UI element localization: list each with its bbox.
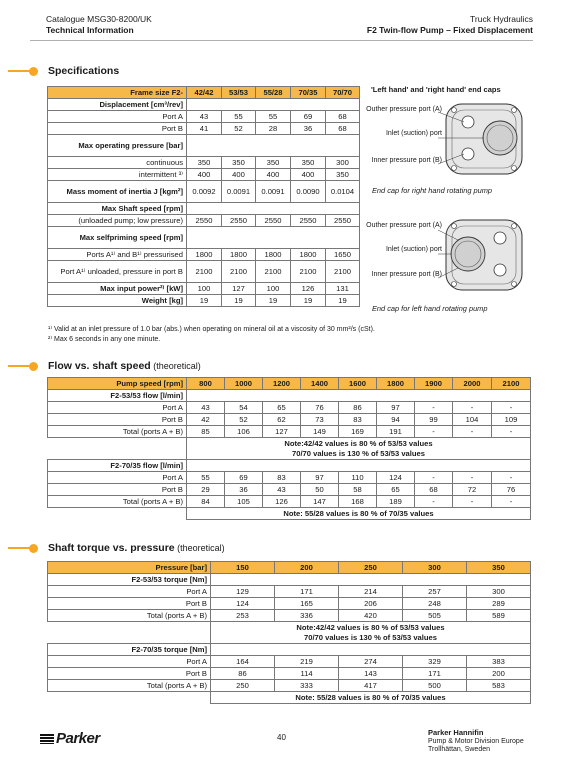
empty-cell <box>48 622 211 644</box>
empty-cell <box>48 438 187 460</box>
header-cell-value: 2000 <box>453 378 492 390</box>
product-title: F2 Twin-flow Pump – Fixed Displacement <box>366 25 533 35</box>
empty-span-cell <box>187 135 360 157</box>
table-row <box>48 215 360 227</box>
value-cell: 2100 <box>222 261 256 283</box>
table-row <box>48 680 531 692</box>
value-cell: 36 <box>225 484 263 496</box>
value-cell: 43 <box>187 402 225 414</box>
row-label: intermittent ³⁾ <box>48 169 187 181</box>
value-cell: 84 <box>187 496 225 508</box>
value-cell: 86 <box>339 402 377 414</box>
value-cell: 2550 <box>222 215 256 227</box>
value-cell: 19 <box>291 295 326 307</box>
value-cell: - <box>492 402 531 414</box>
value-cell: 171 <box>275 586 339 598</box>
header-cell-value: 200 <box>275 562 339 574</box>
header-cell-value: 1800 <box>377 378 415 390</box>
value-cell: - <box>415 496 453 508</box>
value-cell: 83 <box>339 414 377 426</box>
value-cell: 191 <box>377 426 415 438</box>
value-cell: 68 <box>415 484 453 496</box>
value-cell: 214 <box>339 586 403 598</box>
value-cell: 76 <box>492 484 531 496</box>
value-cell: 329 <box>403 656 467 668</box>
value-cell: 300 <box>326 157 360 169</box>
value-cell: 274 <box>339 656 403 668</box>
group-title-row <box>48 390 531 402</box>
table-header-row <box>48 562 531 574</box>
table-row <box>48 598 531 610</box>
table-row <box>48 668 531 680</box>
group-title: F2-70/35 torque [Nm] <box>48 644 211 656</box>
note-cell <box>187 508 531 520</box>
table-row <box>48 181 360 203</box>
note-row <box>48 508 531 520</box>
value-cell: 99 <box>415 414 453 426</box>
note-text: Note: 55/28 values is 80 % of 70/35 values <box>295 692 446 702</box>
value-cell: 168 <box>339 496 377 508</box>
table-row <box>48 99 360 111</box>
section-marker-dot <box>29 362 38 371</box>
value-cell: 19 <box>222 295 256 307</box>
value-cell: 86 <box>211 668 275 680</box>
value-cell: 65 <box>377 484 415 496</box>
row-label: Port A¹⁾ unloaded, pressure in port B <box>48 261 187 283</box>
value-cell: 124 <box>211 598 275 610</box>
value-cell: 127 <box>222 283 256 295</box>
row-label: Displacement [cm³/rev] <box>48 99 187 111</box>
header-cell-value: 300 <box>403 562 467 574</box>
table-row <box>48 203 360 215</box>
value-cell: 114 <box>275 668 339 680</box>
section-specifications <box>8 65 119 77</box>
note-row <box>48 622 531 644</box>
table-row <box>48 249 360 261</box>
header-cell-frame-size: 70/70 <box>326 87 360 99</box>
group-title: F2-53/53 flow [l/min] <box>48 390 187 402</box>
value-cell: 143 <box>339 668 403 680</box>
value-cell: - <box>453 496 492 508</box>
table-row <box>48 586 531 598</box>
value-cell: 54 <box>225 402 263 414</box>
empty-span-cell <box>187 203 360 215</box>
value-cell: 94 <box>377 414 415 426</box>
division-label: Truck Hydraulics <box>470 14 533 24</box>
empty-span-cell <box>187 227 360 249</box>
table-row <box>48 169 360 181</box>
value-cell: 104 <box>453 414 492 426</box>
value-cell: 68 <box>326 123 360 135</box>
row-label: Port A <box>48 656 211 668</box>
parker-logo: Parker <box>40 730 100 747</box>
value-cell: 289 <box>467 598 531 610</box>
table-row <box>48 426 531 438</box>
row-label: Max operating pressure [bar] <box>48 135 187 157</box>
value-cell: 55 <box>256 111 291 123</box>
value-cell: 97 <box>377 402 415 414</box>
row-label: Ports A¹⁾ and B¹⁾ pressurised <box>48 249 187 261</box>
note-cell <box>211 622 531 644</box>
value-cell: 253 <box>211 610 275 622</box>
value-cell: 149 <box>301 426 339 438</box>
header-cell-value: 250 <box>339 562 403 574</box>
row-label: Port A <box>48 586 211 598</box>
header-cell-value: 350 <box>467 562 531 574</box>
table-header-row <box>48 87 360 99</box>
value-cell: 500 <box>403 680 467 692</box>
row-label: Port A <box>48 472 187 484</box>
row-label: Total (ports A + B) <box>48 610 211 622</box>
header-cell-label: Pump speed [rpm] <box>48 378 187 390</box>
row-label: (unloaded pump; low pressure) <box>48 215 187 227</box>
empty-span-cell <box>187 99 360 111</box>
value-cell: 1800 <box>256 249 291 261</box>
label-inlet-port-right: Inlet (suction) port <box>385 130 442 137</box>
empty-cell <box>48 508 187 520</box>
end-cap-right-hand-diagram <box>438 100 530 178</box>
row-label: Port B <box>48 484 187 496</box>
section-marker-dot <box>29 67 38 76</box>
value-cell: - <box>415 402 453 414</box>
value-cell: 131 <box>326 283 360 295</box>
label-outer-pressure-port-left: Outher pressure port (A) <box>366 222 442 229</box>
flow-table <box>47 377 531 520</box>
row-label: Port A <box>48 402 187 414</box>
value-cell: 83 <box>263 472 301 484</box>
value-cell: 29 <box>187 484 225 496</box>
table-row <box>48 261 360 283</box>
table-row <box>48 484 531 496</box>
value-cell: - <box>415 426 453 438</box>
section-title: Flow vs. shaft speed (theoretical) <box>48 360 201 372</box>
value-cell: 0.0091 <box>256 181 291 203</box>
value-cell: 41 <box>187 123 222 135</box>
group-title-row <box>48 644 531 656</box>
label-inner-pressure-port-right: Inner pressure port (B) <box>371 157 442 164</box>
value-cell: 219 <box>275 656 339 668</box>
note-row <box>48 692 531 704</box>
value-cell: 0.0090 <box>291 181 326 203</box>
footnote-1: ¹⁾ Valid at an inlet pressure of 1.0 bar (abs.) when operating on mineral oil at a viscosity of 30 mm²/s (cSt). <box>48 326 375 333</box>
table-row <box>48 227 360 249</box>
value-cell: 0.0104 <box>326 181 360 203</box>
torque-table <box>47 561 531 704</box>
group-title: F2-70/35 flow [l/min] <box>48 460 187 472</box>
row-label: Port B <box>48 414 187 426</box>
value-cell: 69 <box>225 472 263 484</box>
empty-span-cell <box>187 390 531 402</box>
value-cell: 110 <box>339 472 377 484</box>
value-cell: 129 <box>211 586 275 598</box>
section-title: Shaft torque vs. pressure (theoretical) <box>48 542 225 554</box>
value-cell: 62 <box>263 414 301 426</box>
value-cell: 19 <box>256 295 291 307</box>
row-label: Weight [kg] <box>48 295 187 307</box>
note-text: 70/70 values is 130 % of 53/53 values <box>292 448 425 458</box>
value-cell: 2100 <box>326 261 360 283</box>
table-row <box>48 295 360 307</box>
value-cell: 1800 <box>187 249 222 261</box>
value-cell: - <box>492 496 531 508</box>
row-label: Total (ports A + B) <box>48 496 187 508</box>
row-label: Total (ports A + B) <box>48 426 187 438</box>
value-cell: 85 <box>187 426 225 438</box>
value-cell: 350 <box>291 157 326 169</box>
value-cell: 248 <box>403 598 467 610</box>
table-row <box>48 111 360 123</box>
value-cell: 19 <box>326 295 360 307</box>
row-label: continuous <box>48 157 187 169</box>
header-cell-label: Frame size F2- <box>48 87 187 99</box>
table-row <box>48 472 531 484</box>
value-cell: 43 <box>187 111 222 123</box>
label-inner-pressure-port-left: Inner pressure port (B) <box>371 271 442 278</box>
value-cell: 42 <box>187 414 225 426</box>
value-cell: 72 <box>453 484 492 496</box>
catalogue-number: Catalogue MSG30-8200/UK <box>46 14 152 24</box>
row-label: Port A <box>48 111 187 123</box>
value-cell: 400 <box>222 169 256 181</box>
value-cell: 127 <box>263 426 301 438</box>
value-cell: 400 <box>256 169 291 181</box>
value-cell: 55 <box>187 472 225 484</box>
header-cell-frame-size: 70/35 <box>291 87 326 99</box>
empty-span-cell <box>187 460 531 472</box>
row-label: Port B <box>48 123 187 135</box>
note-cell <box>187 438 531 460</box>
row-label: Max Shaft speed [rpm] <box>48 203 187 215</box>
empty-span-cell <box>211 574 531 586</box>
value-cell: 400 <box>187 169 222 181</box>
value-cell: - <box>453 402 492 414</box>
table-row <box>48 123 360 135</box>
value-cell: 200 <box>467 668 531 680</box>
value-cell: 36 <box>291 123 326 135</box>
value-cell: - <box>492 426 531 438</box>
section-marker-line <box>8 547 30 549</box>
header-cell-value: 1200 <box>263 378 301 390</box>
header-cell-value: 1600 <box>339 378 377 390</box>
header-cell-value: 1900 <box>415 378 453 390</box>
group-title-row <box>48 460 531 472</box>
row-label: Max selfpriming speed [rpm] <box>48 227 187 249</box>
row-label: Port B <box>48 598 211 610</box>
value-cell: 383 <box>467 656 531 668</box>
value-cell: 2550 <box>291 215 326 227</box>
value-cell: 165 <box>275 598 339 610</box>
label-inlet-port-left: Inlet (suction) port <box>385 246 442 253</box>
end-cap-left-hand-diagram <box>438 216 530 294</box>
value-cell: 400 <box>291 169 326 181</box>
header-cell-value: 1400 <box>301 378 339 390</box>
table-row <box>48 656 531 668</box>
specifications-table <box>47 86 360 307</box>
value-cell: 189 <box>377 496 415 508</box>
note-text: Note:42/42 values is 80 % of 53/53 values <box>296 622 445 632</box>
empty-cell <box>48 692 211 704</box>
value-cell: 58 <box>339 484 377 496</box>
section-title: Specifications <box>48 65 120 77</box>
value-cell: 171 <box>403 668 467 680</box>
value-cell: 50 <box>301 484 339 496</box>
technical-info-label: Technical Information <box>46 25 134 35</box>
label-outer-pressure-port-right: Outher pressure port (A) <box>366 106 442 113</box>
group-title-row <box>48 574 531 586</box>
end-caps-title: 'Left hand' and 'right hand' end caps <box>371 85 501 94</box>
value-cell: - <box>415 472 453 484</box>
value-cell: 2100 <box>256 261 291 283</box>
value-cell: 76 <box>301 402 339 414</box>
value-cell: 52 <box>222 123 256 135</box>
row-label: Port B <box>48 668 211 680</box>
header-divider <box>30 40 533 41</box>
header-cell-frame-size: 42/42 <box>187 87 222 99</box>
section-marker-line <box>8 365 30 367</box>
value-cell: 350 <box>187 157 222 169</box>
row-label: Mass moment of inertia J [kgm²] <box>48 181 187 203</box>
header-cell-label: Pressure [bar] <box>48 562 211 574</box>
value-cell: 52 <box>225 414 263 426</box>
header-cell-value: 1000 <box>225 378 263 390</box>
value-cell: 105 <box>225 496 263 508</box>
value-cell: 350 <box>326 169 360 181</box>
value-cell: 97 <box>301 472 339 484</box>
table-row <box>48 414 531 426</box>
value-cell: 106 <box>225 426 263 438</box>
value-cell: 73 <box>301 414 339 426</box>
value-cell: 250 <box>211 680 275 692</box>
value-cell: 126 <box>291 283 326 295</box>
value-cell: 2100 <box>291 261 326 283</box>
value-cell: 350 <box>256 157 291 169</box>
value-cell: - <box>453 472 492 484</box>
value-cell: 583 <box>467 680 531 692</box>
value-cell: 2550 <box>256 215 291 227</box>
value-cell: 43 <box>263 484 301 496</box>
note-text: 70/70 values is 130 % of 53/53 values <box>304 632 437 642</box>
value-cell: 164 <box>211 656 275 668</box>
value-cell: 206 <box>339 598 403 610</box>
value-cell: 2100 <box>187 261 222 283</box>
value-cell: 55 <box>222 111 256 123</box>
value-cell: 68 <box>326 111 360 123</box>
table-row <box>48 496 531 508</box>
table-row <box>48 157 360 169</box>
section-marker-dot <box>29 544 38 553</box>
value-cell: 19 <box>187 295 222 307</box>
value-cell: 1800 <box>222 249 256 261</box>
value-cell: 126 <box>263 496 301 508</box>
value-cell: - <box>492 472 531 484</box>
header-cell-value: 800 <box>187 378 225 390</box>
table-row <box>48 402 531 414</box>
value-cell: 28 <box>256 123 291 135</box>
table-header-row <box>48 378 531 390</box>
header-cell-frame-size: 55/28 <box>256 87 291 99</box>
value-cell: 333 <box>275 680 339 692</box>
value-cell: 2550 <box>326 215 360 227</box>
table-row <box>48 135 360 157</box>
empty-span-cell <box>211 644 531 656</box>
value-cell: 1650 <box>326 249 360 261</box>
header-cell-value: 2100 <box>492 378 531 390</box>
value-cell: 169 <box>339 426 377 438</box>
table-row <box>48 610 531 622</box>
header-cell-value: 150 <box>211 562 275 574</box>
caption-left-hand-end-cap: End cap for left hand rotating pump <box>372 304 488 313</box>
note-text: Note:42/42 values is 80 % of 53/53 values <box>284 438 433 448</box>
group-title: F2-53/53 torque [Nm] <box>48 574 211 586</box>
value-cell: 124 <box>377 472 415 484</box>
value-cell: 2550 <box>187 215 222 227</box>
value-cell: 420 <box>339 610 403 622</box>
section-marker-line <box>8 70 30 72</box>
value-cell: 147 <box>301 496 339 508</box>
table-row <box>48 283 360 295</box>
value-cell: 336 <box>275 610 339 622</box>
value-cell: 417 <box>339 680 403 692</box>
row-label: Total (ports A + B) <box>48 680 211 692</box>
row-label: Max input power²⁾ [kW] <box>48 283 187 295</box>
value-cell: 300 <box>467 586 531 598</box>
note-cell <box>211 692 531 704</box>
note-text: Note: 55/28 values is 80 % of 70/35 values <box>283 508 434 518</box>
page-number: 40 <box>277 733 286 742</box>
header-cell-frame-size: 53/53 <box>222 87 256 99</box>
value-cell: 69 <box>291 111 326 123</box>
value-cell: 65 <box>263 402 301 414</box>
value-cell: 0.0092 <box>187 181 222 203</box>
value-cell: - <box>453 426 492 438</box>
note-row <box>48 438 531 460</box>
value-cell: 505 <box>403 610 467 622</box>
value-cell: 257 <box>403 586 467 598</box>
value-cell: 0.0091 <box>222 181 256 203</box>
value-cell: 589 <box>467 610 531 622</box>
value-cell: 1800 <box>291 249 326 261</box>
value-cell: 100 <box>187 283 222 295</box>
footnote-2: ²⁾ Max 6 seconds in any one minute. <box>48 336 161 343</box>
value-cell: 350 <box>222 157 256 169</box>
section-torque <box>8 542 225 554</box>
value-cell: 109 <box>492 414 531 426</box>
footer-company: Parker Hannifin Pump & Motor Division Europe Trollhättan, Sweden <box>428 728 524 753</box>
caption-right-hand-end-cap: End cap for right hand rotating pump <box>372 186 492 195</box>
value-cell: 100 <box>256 283 291 295</box>
section-flow <box>8 360 201 372</box>
